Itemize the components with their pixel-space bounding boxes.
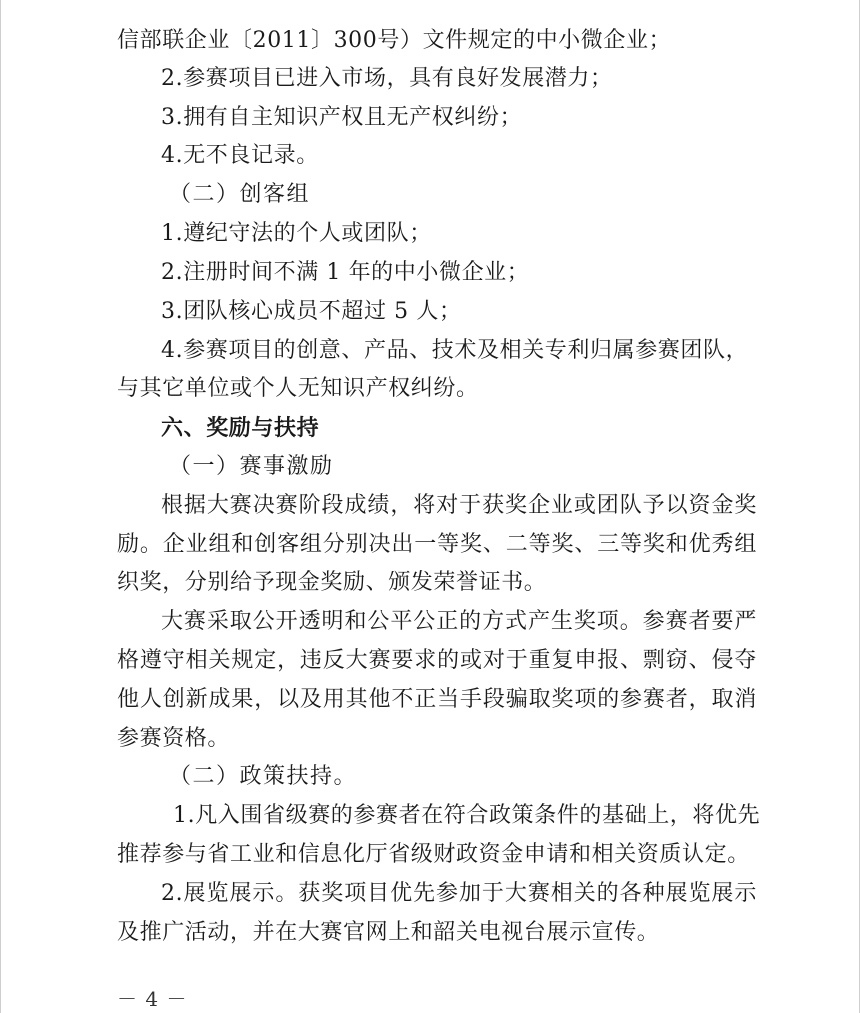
- paragraph-line: 1.凡入围省级赛的参赛者在符合政策条件的基础上，将优先: [173, 803, 761, 828]
- paragraph-line: 他人创新成果，以及用其他不正当手段骗取奖项的参赛者，取消: [117, 687, 757, 712]
- paragraph-line: 大赛采取公开透明和公平公正的方式产生奖项。参赛者要严: [161, 609, 757, 634]
- list-item: 2.参赛项目已进入市场，具有良好发展潜力；: [161, 66, 613, 91]
- paragraph-line: 格遵守相关规定，违反大赛要求的或对于重复申报、剽窃、侵夺: [117, 648, 757, 673]
- page-number: － 4 －: [117, 987, 188, 1011]
- list-item: 1.遵纪守法的个人或团队；: [161, 221, 432, 246]
- list-item: 4.参赛项目的创意、产品、技术及相关专利归属参赛团队，: [161, 338, 749, 363]
- list-item: 2.注册时间不满 1 年的中小微企业；: [161, 260, 530, 285]
- paragraph-line: 参赛资格。: [117, 726, 231, 751]
- list-item: 3.团队核心成员不超过 5 人；: [161, 299, 462, 324]
- text-line: 信部联企业〔2011〕300号）文件规定的中小微企业；: [117, 28, 672, 53]
- subsection-heading: （二）政策扶持。: [169, 764, 358, 789]
- paragraph-line: 推荐参与省工业和信息化厅省级财政资金申请和相关资质认定。: [117, 842, 750, 867]
- paragraph-line: 2.展览展示。获奖项目优先参加于大赛相关的各种展览展示: [161, 881, 757, 906]
- list-item: 3.拥有自主知识产权且无产权纠纷；: [161, 105, 523, 130]
- subsection-heading: （二）创客组: [169, 182, 311, 207]
- paragraph-line: 励。企业组和创客组分别决出一等奖、二等奖、三等奖和优秀组: [117, 532, 757, 557]
- text-line: 与其它单位或个人无知识产权纠纷。: [117, 376, 479, 401]
- paragraph-line: 根据大赛决赛阶段成绩，将对于获奖企业或团队予以资金奖: [161, 493, 757, 518]
- section-heading: 六、奖励与扶持: [161, 416, 320, 441]
- subsection-heading: （一）赛事激励: [169, 454, 334, 479]
- paragraph-line: 织奖，分别给予现金奖励、颁发荣誉证书。: [117, 570, 547, 595]
- paragraph-line: 及推广活动，并在大赛官网上和韶关电视台展示宣传。: [117, 920, 660, 945]
- list-item: 4.无不良记录。: [161, 143, 319, 168]
